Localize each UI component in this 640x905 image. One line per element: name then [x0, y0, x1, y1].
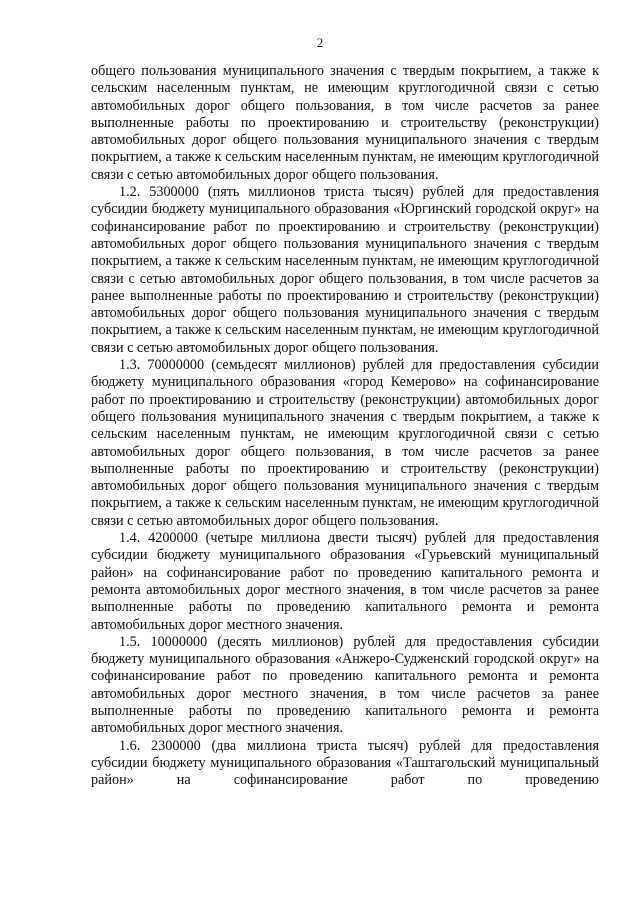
paragraph-1-6: 1.6. 2300000 (два миллиона триста тысяч) рублей для предоставления субсидии бюджету муниципального образования «Таштагольский муниципальный район» на софинансирование работ по проведению: [91, 737, 599, 789]
paragraph-1-5: 1.5. 10000000 (десять миллионов) рублей для предоставления субсидии бюджету муниципального образования «Анжеро-Судженский городской округ» на софинансирование работ по проведению капитального ремонта и ремонта автомобильных дорог местного значения, в том числе расчетов за ранее выполненные работы по проведению капитального ремонта и ремонта автомобильных дорог местного значения.: [91, 633, 599, 737]
paragraph-continuation: общего пользования муниципального значения с твердым покрытием, а также к сельским населенным пунктам, не имеющим круглогодичной связи с сетью автомобильных дорог общего пользования, в том числе расчетов за ранее выполненные работы по проектированию и строительству (реконструкции) автомобильных дорог общего пользования муниципального значения с твердым покрытием, а также к сельским населенным пунктам, не имеющим круглогодичной связи с сетью автомобильных дорог общего пользования.: [91, 63, 599, 183]
paragraph-1-3: 1.3. 70000000 (семьдесят миллионов) рублей для предоставления субсидии бюджету муниципального образования «город Кемерово» на софинансирование работ по проектированию и строительству (реконструкции) автомобильных дорог общего пользования муниципального значения с твердым покрытием, а также к сельским населенным пунктам, не имеющим круглогодичной связи с сетью автомобильных дорог общего пользования, в том числе расчетов за ранее выполненные работы по проектированию и строительству (реконструкции) автомобильных дорог общего пользования муниципального значения с твердым покрытием, а также к сельским населенным пунктам, не имеющим круглогодичной связи с сетью автомобильных дорог общего пользования.: [91, 357, 599, 529]
document-body: [91, 63, 599, 789]
paragraph-1-2: 1.2. 5300000 (пять миллионов триста тысяч) рублей для предоставления субсидии бюджету муниципального образования «Юргинский городской округ» на софинансирование работ по проектированию и строительству (реконструкции) автомобильных дорог общего пользования муниципального значения с твердым покрытием, а также к сельским населенным пунктам, не имеющим круглогодичной связи с сетью автомобильных дорог общего пользования, в том числе расчетов за ранее выполненные работы по проектированию и строительству (реконструкции) автомобильных дорог общего пользования муниципального значения с твердым покрытием, а также к сельским населенным пунктам, не имеющим круглогодичной связи с сетью автомобильных дорог общего пользования.: [91, 184, 599, 356]
paragraph-1-4: 1.4. 4200000 (четыре миллиона двести тысяч) рублей для предоставления субсидии бюджету муниципального образования «Гурьевский муниципальный район» на софинансирование работ по проведению капитального ремонта и ремонта автомобильных дорог местного значения, в том числе расчетов за ранее выполненные работы по проведению капитального ремонта и ремонта автомобильных дорог местного значения.: [91, 530, 599, 633]
page-number: 2: [316, 35, 324, 50]
